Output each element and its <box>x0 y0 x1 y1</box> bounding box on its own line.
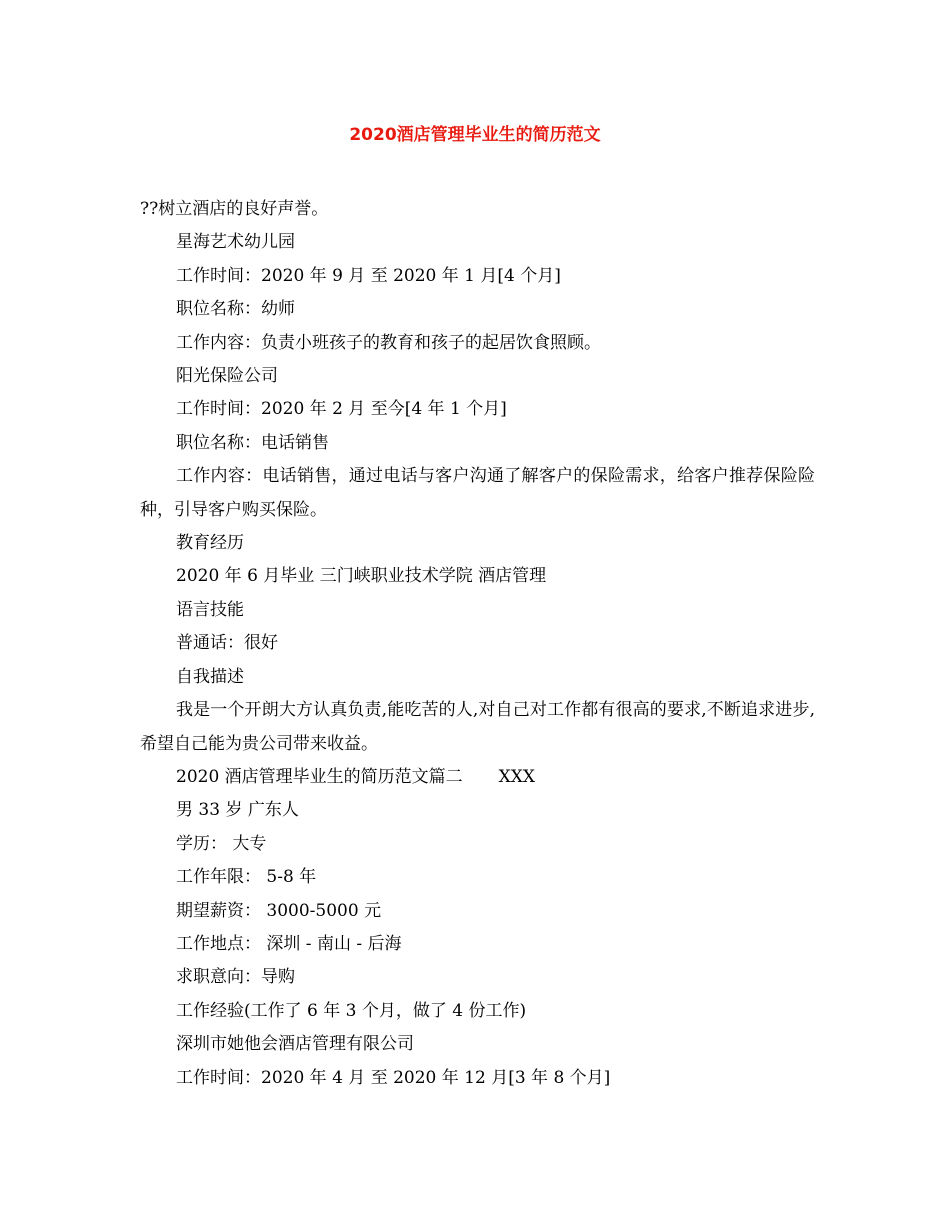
paragraph-with-name <box>140 761 815 794</box>
paragraph: 期望薪资： 3000-5000 元 <box>176 900 382 921</box>
paragraph: 工作内容：负责小班孩子的教育和孩子的起居饮食照顾。 <box>176 332 601 353</box>
candidate-name: XXX <box>498 766 535 787</box>
paragraph: 职位名称：幼师 <box>176 299 295 320</box>
paragraph: 工作年限： 5-8 年 <box>176 867 317 888</box>
paragraph: ??树立酒店的良好声誉。 <box>140 199 329 219</box>
paragraph: 语言技能 <box>176 599 244 620</box>
paragraph: 阳光保险公司 <box>176 366 278 387</box>
paragraph: 工作经验(工作了 6 年 3 个月，做了 4 份工作) <box>176 1000 527 1021</box>
paragraph: 工作内容：电话销售，通过电话与客户沟通了解客户的保险需求，给客户推荐保险险种，引导客户购买保险。 <box>140 466 815 520</box>
paragraph: 工作时间：2020 年 2 月 至今[4 年 1 个月] <box>176 399 507 420</box>
paragraph: 深圳市她他会酒店管理有限公司 <box>176 1034 414 1055</box>
paragraph: 求职意向：导购 <box>176 967 295 988</box>
paragraph: 星海艺术幼儿园 <box>176 232 295 253</box>
document-title: 2020酒店管理毕业生的简历范文 <box>349 125 601 145</box>
paragraph: 学历： 大专 <box>176 833 267 854</box>
paragraph: 自我描述 <box>176 666 244 687</box>
document-body <box>140 193 815 1095</box>
paragraph: 我是一个开朗大方认真负责,能吃苦的人,对自己对工作都有很高的要求,不断追求进步,希望自己能为贵公司带来收益。 <box>140 700 815 754</box>
paragraph: 工作时间：2020 年 9 月 至 2020 年 1 月[4 个月] <box>176 265 561 286</box>
paragraph: 男 33 岁 广东人 <box>176 800 299 821</box>
paragraph: 工作时间：2020 年 4 月 至 2020 年 12 月[3 年 8 个月] <box>176 1067 611 1088</box>
section-heading: 2020 酒店管理毕业生的简历范文篇二 <box>176 766 463 787</box>
paragraph: 2020 年 6 月毕业 三门峡职业技术学院 酒店管理 <box>176 566 547 587</box>
paragraph: 职位名称：电话销售 <box>176 432 329 453</box>
paragraph: 工作地点： 深圳 - 南山 - 后海 <box>176 933 402 954</box>
paragraph: 教育经历 <box>176 533 244 554</box>
paragraph: 普通话：很好 <box>176 633 278 654</box>
